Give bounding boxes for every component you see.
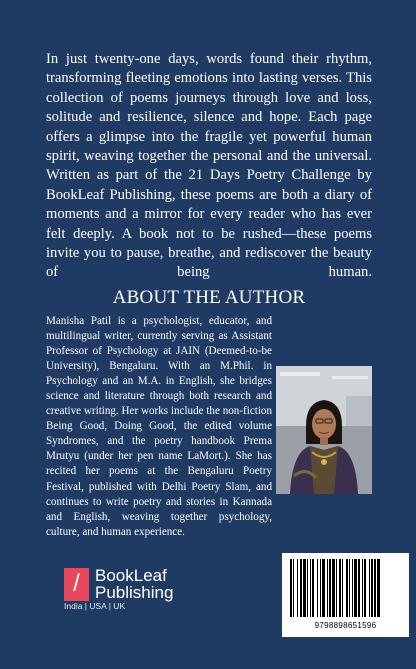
isbn-barcode: [282, 553, 409, 637]
author-portrait-image: [276, 366, 372, 494]
publisher-logo-mark: [64, 568, 89, 601]
author-photo: [276, 366, 372, 494]
author-bio: Manisha Patil is a psychologist, educator, and multilingual writer, currently serving as Assistant Professor of Psychology at JAIN (Deemed-to-be University), Bengaluru. With an M.Phil. in Psychology and an M.A. in English, she bridges science and literature through both research and creative writing. Her works include the non-fiction Being Good, Doing Good, the edited volume Syndromes, and the poetry handbook Prema Mrutyu (under her pen name LaMort.). She has recited her poems at the Bengaluru Poetry Festival, published with Delhi Poetry Slam, and continues to write poetry and stories in Kannada and English, weaving together psychology, culture, and human experience.: [46, 315, 272, 538]
book-blurb: In just twenty-one days, words found their rhythm, transforming fleeting emotions into lasting verses. This collection of poems journeys through love and loss, solitude and resilience, silence and hope. Each page offers a glimpse into the fragile yet powerful human spirit, weaving together the personal and the universal. Written as part of the 21 Days Poetry Challenge by BookLeaf Publishing, these poems are both a diary of moments and a mirror for every reader who has ever felt deeply. A book not to be rushed—these poems invite you to pause, breathe, and rediscover the beauty of being human.: [46, 51, 372, 281]
publisher-name-line2: Publishing: [95, 583, 174, 602]
isbn-number: 9798898651596: [314, 621, 377, 630]
barcode-bars: [288, 559, 403, 619]
publisher-name-line1: BookLeaf: [95, 566, 167, 585]
publisher-regions: India | USA | UK: [64, 601, 126, 611]
slash-icon: /: [73, 570, 80, 597]
about-author-heading: ABOUT THE AUTHOR: [112, 287, 306, 308]
